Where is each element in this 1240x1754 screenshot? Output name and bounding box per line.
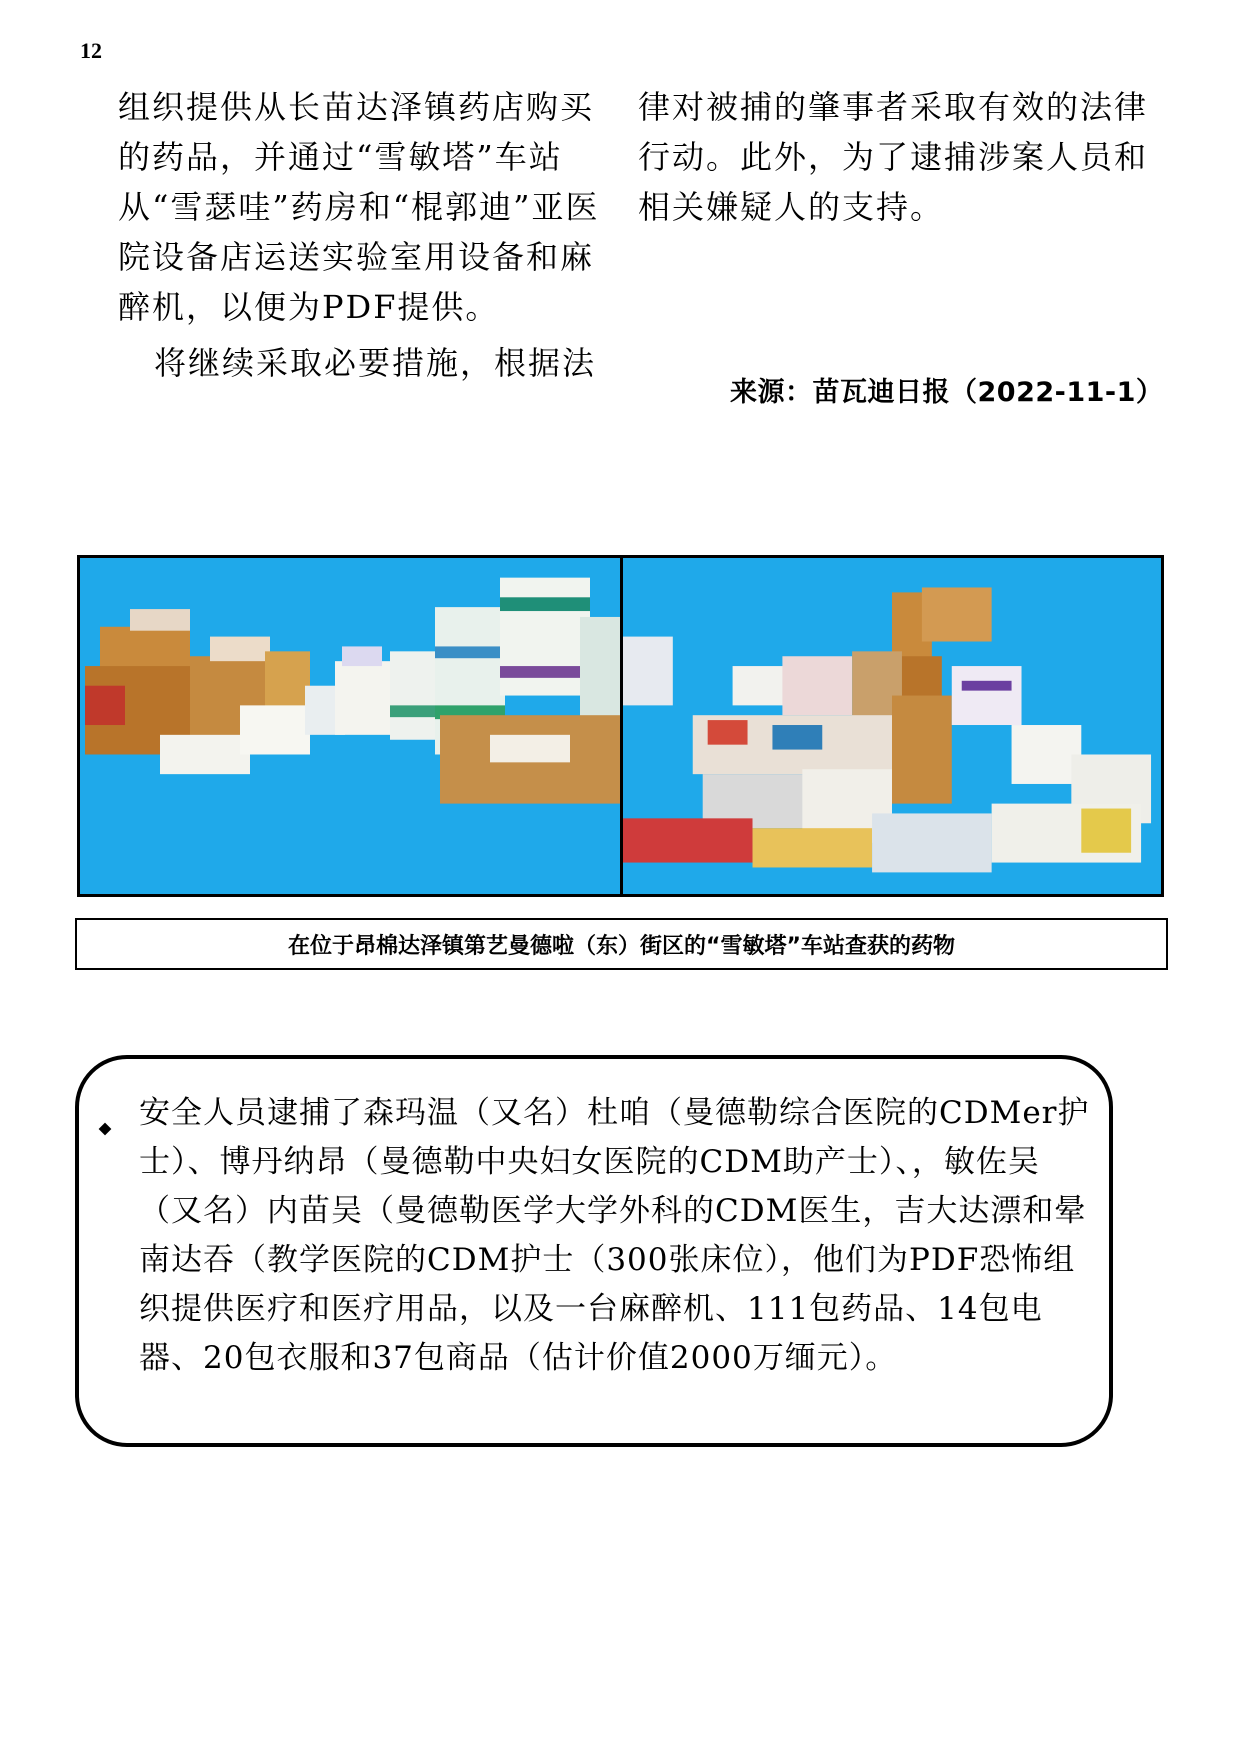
article-right-column: [638, 82, 1158, 232]
medicine-packs: [952, 666, 1022, 725]
medicine-boxes-stack: [500, 666, 590, 678]
seized-drugs-photos: [77, 555, 1164, 897]
diamond-bullet-icon: [99, 1123, 112, 1136]
seized-drugs-photo-left: [80, 558, 623, 894]
medicine-packs: [708, 720, 748, 745]
medicine-packs: [962, 681, 1012, 691]
photo-caption: 在位于昂棉达泽镇第艺曼德啦（东）街区的“雪敏塔”车站查获的药物: [75, 918, 1168, 970]
carton-label: [490, 735, 570, 763]
medicine-boxes-illustration: [80, 558, 620, 894]
medicine-boxes-illustration: [623, 558, 1161, 894]
medicine-bottles: [160, 735, 250, 774]
carton: [265, 651, 310, 710]
medicine-packs: [1081, 809, 1131, 853]
article-paragraph: 组织提供从长苗达泽镇药店购买的药品，并通过“雪敏塔”车站从“雪瑟哇”药房和“棍郭迪”亚医院设备店运送实验室用设备和麻醉机，以便为PDF提供。: [118, 88, 600, 326]
medicine-bottles: [872, 813, 992, 872]
carton: [210, 637, 270, 662]
page-number: 12: [80, 38, 102, 63]
carton: [130, 609, 190, 631]
medicine-packs: [390, 705, 440, 717]
article-left-column: [118, 82, 600, 388]
seized-drugs-photo-right: [623, 558, 1161, 894]
medicine-packs: [623, 637, 673, 706]
article-source: 来源：苗瓦迪日报（2022-11-1）: [730, 377, 1164, 408]
callout-box: [75, 1055, 1113, 1447]
medicine-bottles: [1012, 725, 1082, 784]
medicine-packs: [240, 705, 310, 754]
medicine-packs: [342, 646, 382, 666]
medicine-packs: [335, 661, 390, 735]
medicine-packs: [782, 656, 852, 715]
medicine-boxes-stack: [500, 597, 590, 611]
medicine-packs: [390, 651, 440, 739]
callout-text: 安全人员逮捕了森玛温（又名）杜咱（曼德勒综合医院的CDMer护士）、博丹纳昂（曼德勒中央妇女医院的CDM助产士）、，敏佐吴（又名）内苗吴（曼德勒医学大学外科的CDM医生，吉大达漂和晕南达吞（教学医院的CDM护士（300张床位），他们为PDF恐怖组织提供医疗和医疗用品，以及一台麻醉机、111包药品、14包电器、20包衣服和37包商品（估计价值2000万缅元）。: [139, 1095, 1090, 1376]
carton: [85, 686, 125, 725]
article-paragraph: 律对被捕的肇事者采取有效的法律行动。此外，为了逮捕涉案人员和相关嫌疑人的支持。: [638, 88, 1149, 226]
medicine-boxes-stack: [435, 646, 505, 658]
medicine-packs: [623, 818, 753, 862]
carton: [922, 587, 992, 641]
article-paragraph: 将继续采取必要措施，根据法: [154, 344, 597, 382]
carton: [892, 696, 952, 804]
medicine-packs: [753, 828, 873, 867]
medicine-packs: [772, 725, 822, 750]
